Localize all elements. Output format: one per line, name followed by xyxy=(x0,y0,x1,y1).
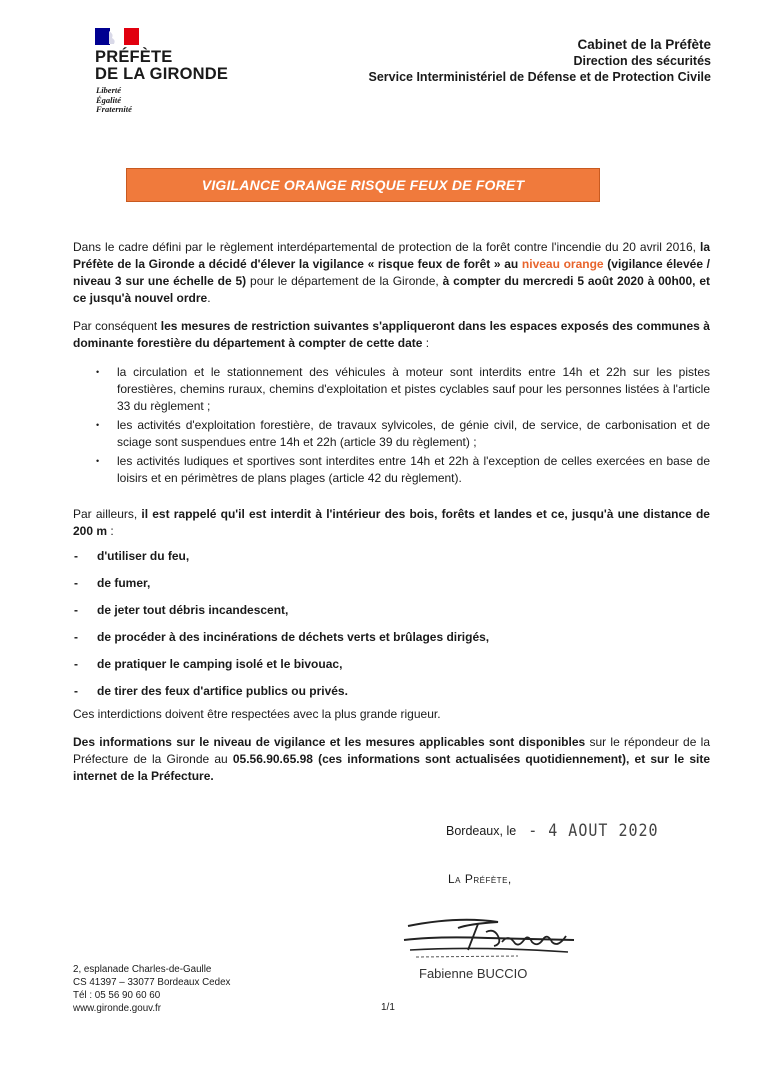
intro-text-1: Dans le cadre défini par le règlement interdépartemental de protection de la forêt contre l'incendie du 20 avril 2016, xyxy=(73,240,700,254)
motto-egalite: Égalité xyxy=(96,94,122,105)
list-item: - d'utiliser du feu, xyxy=(73,548,713,575)
intro-bold-2: (vigilance élevée / niveau 3 sur une échelle de 5) xyxy=(73,257,710,288)
info-bold-2: 05.56.90.65.98 (ces informations sont actualisées quotidiennement), et sur le site internet de la Préfecture. xyxy=(73,752,711,783)
signer-name: Fabienne BUCCIO xyxy=(419,966,528,981)
page-number: 1/1 xyxy=(381,1002,395,1013)
rigor-paragraph: Ces interdictions doivent être respectées avec la plus grande rigueur. xyxy=(73,707,441,721)
prefecture-name-line2: DE LA GIRONDE xyxy=(95,65,229,83)
list-item: - de jeter tout débris incandescent, xyxy=(73,602,713,629)
list-item: • les activités d'exploitation forestière, de travaux sylvicoles, de génie civil, de service, de carbonisation et de sciage sont suspendues entre 14h et 22h (article 39 du règlement) ; xyxy=(96,417,710,451)
signatory-title: La Préfète, xyxy=(448,872,512,886)
prefecture-name-line1: PRÉFÈTE xyxy=(95,48,173,66)
republic-motto xyxy=(96,86,132,115)
intro-paragraph xyxy=(73,239,710,307)
list-item: - de procéder à des incinérations de déchets verts et brûlages dirigés, xyxy=(73,629,713,656)
intro-bold-1: la Préfète de la Gironde a décidé d'élever la vigilance « risque feux de forêt » au xyxy=(73,240,710,271)
prohibitions-intro-text-2: : xyxy=(107,524,114,538)
address-street: 2, esplanade Charles-de-Gaulle xyxy=(73,964,212,975)
motto-fraternite: Fraternité xyxy=(96,104,132,114)
motto-liberte: Liberté xyxy=(96,85,122,95)
intro-text-3: . xyxy=(207,291,211,305)
restrictions-intro-text-2: : xyxy=(422,336,430,350)
info-text-1: sur le répondeur de la Préfecture de la Gironde au xyxy=(73,735,710,766)
restrictions-intro-text-1: Par conséquent xyxy=(73,319,161,333)
handwritten-signature-icon xyxy=(398,912,588,962)
restrictions-list xyxy=(96,364,710,489)
service-line: Service Interministériel de Défense et de Protection Civile xyxy=(368,70,711,84)
info-bold-1: Des informations sur le niveau de vigilance et les mesures applicables sont disponibles xyxy=(73,735,586,749)
vigilance-banner-title: VIGILANCE ORANGE RISQUE FEUX DE FORET xyxy=(201,177,525,193)
address-postal: CS 41397 – 33077 Bordeaux Cedex xyxy=(73,977,231,988)
orange-level-text: niveau orange xyxy=(521,257,604,271)
list-item: - de fumer, xyxy=(73,575,713,602)
address-website: www.gironde.gouv.fr xyxy=(73,1003,162,1014)
issuing-service-header xyxy=(369,37,712,85)
prohibitions-list xyxy=(73,548,713,710)
direction-line: Direction des sécurités xyxy=(573,54,711,68)
intro-text-2: pour le département de la Gironde, xyxy=(246,274,443,288)
address-phone: Tél : 05 56 90 60 60 xyxy=(73,990,161,1001)
restrictions-intro-bold: les mesures de restriction suivantes s'appliqueront dans les espaces exposés des communes à dominante forestière du département à compter de cette date xyxy=(73,319,710,350)
prefecture-name xyxy=(95,49,228,83)
restrictions-intro xyxy=(73,318,710,352)
info-paragraph xyxy=(73,734,710,785)
marianne-logo-flag-icon xyxy=(95,28,139,45)
list-item: • la circulation et le stationnement des véhicules à moteur sont interdits entre 14h et 22h sur les pistes forestières, chemins ruraux, chemins d'exploitation et pistes cyclables sauf pour les personnes listées à l'article 33 du règlement ; xyxy=(96,364,710,415)
prohibitions-intro-bold: il est rappelé qu'il est interdit à l'intérieur des bois, forêts et landes et ce, jusqu'à une distance de 200 m xyxy=(73,507,710,538)
footer-address xyxy=(73,963,230,1015)
list-item: - de tirer des feux d'artifice publics ou privés. xyxy=(73,683,713,710)
list-item: - de pratiquer le camping isolé et le bivouac, xyxy=(73,656,713,683)
prohibitions-intro-text-1: Par ailleurs, xyxy=(73,507,142,521)
list-item: • les activités ludiques et sportives sont interdites entre 14h et 22h à l'exception de celles exercées en base de loisirs et en périmètres de plans plages (article 42 du règlement). xyxy=(96,453,710,487)
intro-bold-3: à compter du mercredi 5 août 2020 à 00h00, et ce jusqu'à nouvel ordre xyxy=(73,274,710,305)
place-and-date xyxy=(446,821,659,839)
date-stamp: - 4 AOUT 2020 xyxy=(528,819,659,841)
place-label: Bordeaux, le xyxy=(446,824,517,838)
cabinet-line: Cabinet de la Préfète xyxy=(577,37,711,52)
vigilance-banner xyxy=(126,168,600,202)
prohibitions-intro xyxy=(73,506,710,540)
